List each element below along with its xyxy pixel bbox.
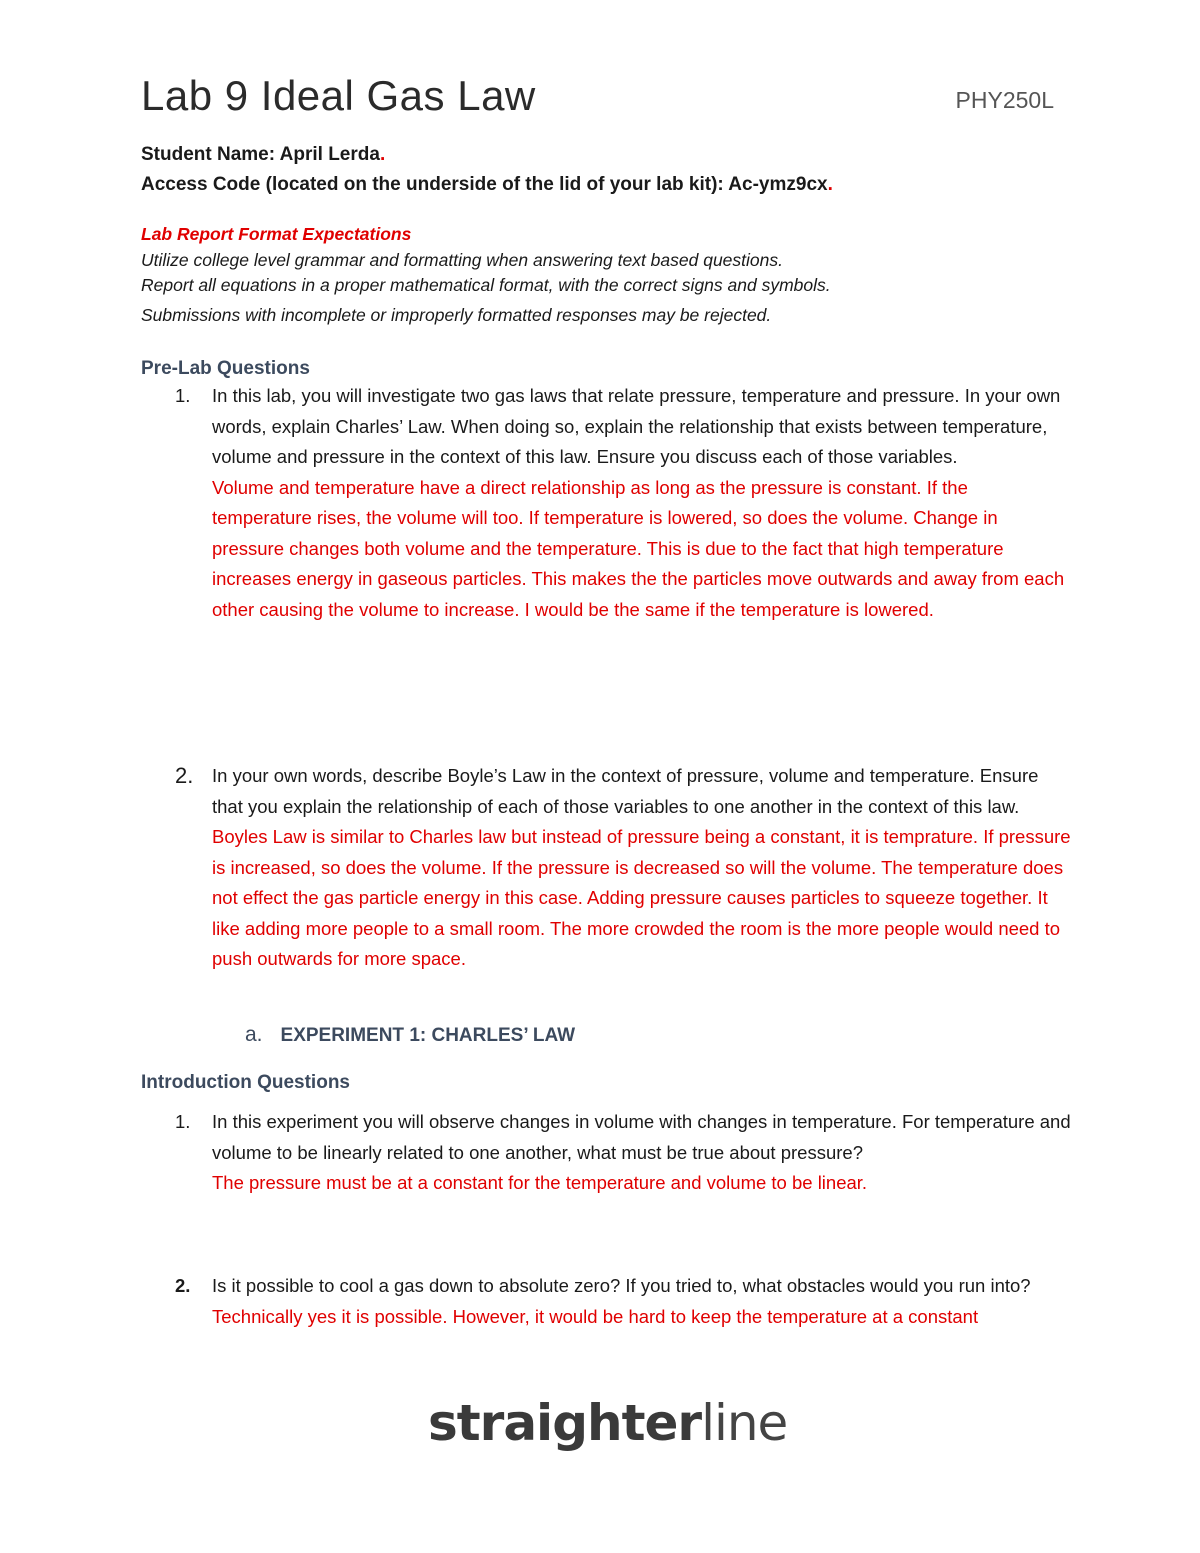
question-text: In this lab, you will investigate two gas laws that relate pressure, temperature and pressure. In your own words, explain Charles’ Law. When doing so, explain the relationship that exists between temperature, volume and pressure in the context of this law. Ensure you discuss each of those variables.	[212, 385, 1061, 467]
access-code-line	[141, 170, 1101, 200]
expectations-heading: Lab Report Format Expectations	[141, 224, 412, 244]
expectations-line-3: Submissions with incomplete or improperly formatted responses may be rejected.	[141, 304, 772, 325]
question-number: 1.	[175, 1111, 191, 1132]
question-number: 2.	[175, 1275, 191, 1296]
expectations-line-2: Report all equations in a proper mathematical format, with the correct signs and symbols.	[141, 275, 831, 295]
access-code: Access Code (located on the underside of the lid of your lab kit): Ac-ymz9cx	[141, 174, 828, 195]
answer-text: Technically yes it is possible. However, it would be hard to keep the temperature at a constant	[212, 1305, 979, 1327]
student-name: Student Name: April Lerda	[141, 144, 380, 165]
answer-text: The pressure must be at a constant for the temperature and volume to be linear.	[212, 1172, 868, 1193]
question-text: In your own words, describe Boyle’s Law in the context of pressure, volume and temperature. Ensure that you explain the relationship of each of those variables to one another in the context of this law.	[212, 765, 1039, 817]
answer-text: Volume and temperature have a direct relationship as long as the pressure is constant. If the temperature rises, the volume will too. If temperature is lowered, so does the volume. Change in pressure changes both volume and the temperature. This is due to the fact that high temperature increases energy in gaseous particles. This makes the the particles move outwards and away from each other causing the volume to increase. I would be the same if the temperature is lowered.	[212, 476, 1065, 620]
answer-text: Boyles Law is similar to Charles law but instead of pressure being a constant, it is temprature. If pressure is increased, so does the volume. If the pressure is decreased so will the volume. The temperature does not effect the gas particle energy in this case. Adding pressure causes particles to squeeze together. It like adding more people to a small room. The more crowded the room is the more people would need to push outwards for more space.	[212, 826, 1071, 969]
experiment-title: EXPERIMENT 1: CHARLES’ LAW	[280, 1025, 576, 1046]
course-code: PHY250L	[955, 87, 1054, 113]
prelab-question-2	[141, 761, 1071, 975]
logo-text-bold: straighter	[428, 1394, 702, 1452]
question-text: In this experiment you will observe changes in volume with changes in temperature. For temperature and volume to be linearly related to one another, what must be true about pressure?	[212, 1111, 1071, 1163]
experiment-heading	[245, 1021, 575, 1050]
student-name-dot: .	[379, 144, 386, 165]
question-number: 2.	[175, 763, 194, 788]
prelab-heading: Pre-Lab Questions	[141, 358, 310, 379]
format-expectations	[141, 222, 1101, 328]
student-info	[141, 140, 1101, 200]
intro-question-1	[141, 1107, 1071, 1199]
access-code-dot: .	[827, 174, 833, 195]
expectations-line-1: Utilize college level grammar and formatting when answering text based questions.	[141, 249, 783, 270]
intro-heading: Introduction Questions	[141, 1072, 350, 1093]
question-text: Is it possible to cool a gas down to absolute zero? If you tried to, what obstacles would you run into?	[212, 1275, 1031, 1296]
straighterline-logo	[428, 1393, 788, 1453]
question-number: 1.	[175, 385, 191, 406]
logo-text-thin: line	[701, 1394, 788, 1452]
list-marker: a.	[245, 1023, 263, 1046]
intro-question-2	[141, 1271, 1071, 1332]
prelab-question-1	[141, 381, 1071, 625]
document-title: Lab 9 Ideal Gas Law	[141, 72, 536, 119]
student-name-line	[141, 140, 1101, 170]
